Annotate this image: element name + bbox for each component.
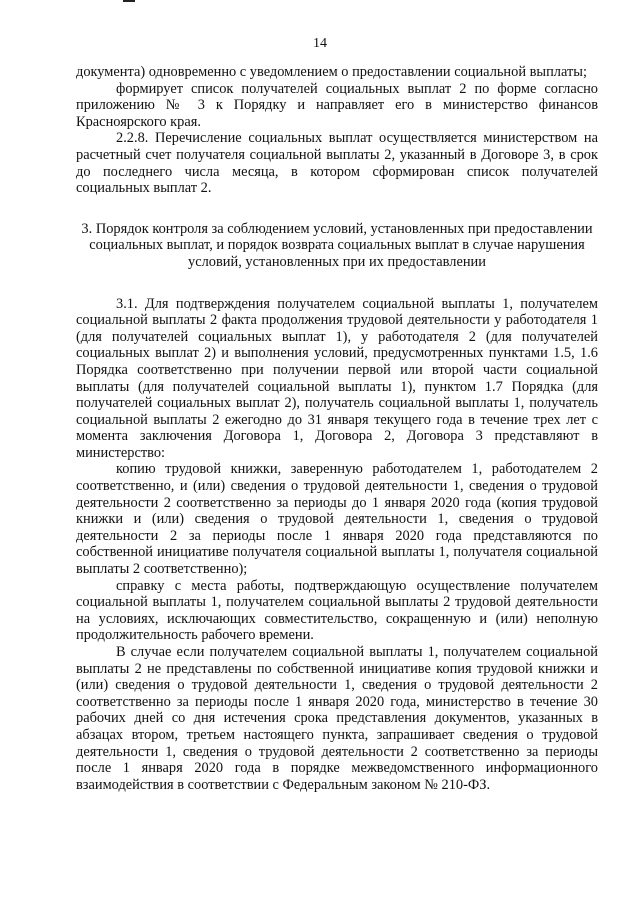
paragraph-interagency-request: В случае если получателем социальной выплаты 1, получателем социальной выплаты 2 не представлены по собственной инициативе копия трудовой книжки и (или) сведения о трудовой деятельности 1, сведения о трудовой деятельности 2 соответственно за периоды после 1 января 2020 года, министерство в течение 30 рабочих дней со дня истечения срока представления документов, указанных в абзацах втором, третьем настоящего пункта, запрашивает сведения о трудовой деятельности 1, сведения о трудовой деятельности 2 соответственно за периоды после 1 января 2020 года в порядке межведомственного информационного взаимодействия в соответствии с Федеральным законом № 210-ФЗ. bbox=[76, 644, 598, 793]
scan-mark bbox=[123, 0, 135, 2]
paragraph-2-2-8: 2.2.8. Перечисление социальных выплат осуществляется министерством на расчетный счет получателя социальной выплаты 2, указанный в Договоре 3, в срок до последнего числа месяца, в котором сформирован список получателей социальных выплат 2. bbox=[76, 130, 598, 197]
document-body bbox=[76, 64, 598, 793]
paragraph-work-certificate: справку с места работы, подтверждающую осуществление получателем социальной выплаты 1, получателем социальной выплаты 2 трудовой деятельности на условиях, исключающих совместительство, сокращенную и (или) неполную продолжительность рабочего времени. bbox=[76, 577, 598, 644]
paragraph-employment-record: копию трудовой книжки, заверенную работодателем 1, работодателем 2 соответственно, и (или) сведения о трудовой деятельности 1, сведения о трудовой деятельности 2 соответственно за периоды до 1 января 2020 года (копия трудовой книжки и (или) сведения о трудовой деятельности 1, сведения о трудовой деятельности 2 за периоды после 1 января 2020 года представляются по собственной инициативе получателя социальной выплаты 1, получателя социальной выплаты 2 соответственно); bbox=[76, 461, 598, 578]
section-heading: 3. Порядок контроля за соблюдением условий, установленных при предоставлении социальных выплат, и порядок возврата социальных выплат в случае нарушения условий, установленных при их предоставлении bbox=[81, 220, 593, 270]
page-number: 14 bbox=[313, 36, 327, 51]
paragraph-continuation: документа) одновременно с уведомлением о предоставлении социальной выплаты; bbox=[76, 64, 587, 80]
paragraph-3-1: 3.1. Для подтверждения получателем социальной выплаты 1, получателем социальной выплаты 2 факта продолжения трудовой деятельности у работодателя 1 (для получателей социальных выплат 1), у работодателя 2 (для получателей социальных выплат 2) и выполнения условий, предусмотренных пунктами 1.5, 1.6 Порядка соответственно при получении первой или второй части социальной выплаты (для получателей социальной выплаты 1), пунктом 1.7 Порядка (для получателей социальных выплат 2), получатель социальной выплаты 1, получатель социальной выплаты 2 ежегодно до 31 января текущего года в течение трех лет с момента заключения Договора 1, Договора 2, Договора 3 представляют в министерство: bbox=[76, 295, 598, 461]
paragraph-list-item: формирует список получателей социальных выплат 2 по форме согласно приложению № 3 к Порядку и направляет его в министерство финансов Красноярского края. bbox=[76, 80, 598, 130]
